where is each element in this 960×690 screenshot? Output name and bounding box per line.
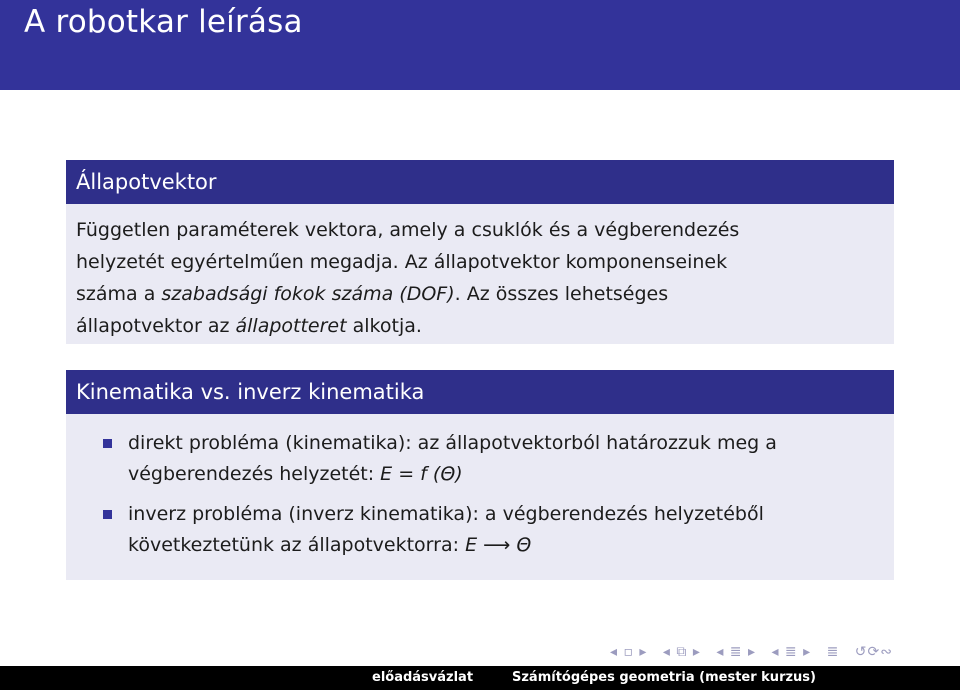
inverse-line-1: inverz probléma (inverz kinematika): a végberendezés helyzetéből — [128, 503, 764, 525]
section-nav-icon[interactable]: ◂ ≣ ▸ — [716, 644, 756, 660]
emphasis-state-space: állapotteret — [235, 315, 347, 337]
definition-line-4 — [76, 310, 884, 342]
text-span: száma a — [76, 283, 162, 305]
list-item-inverse — [66, 499, 894, 561]
subsection-nav-icon[interactable]: ◂ ≣ ▸ — [771, 644, 812, 660]
slide-title: A robotkar leírása — [24, 4, 303, 40]
text-span: következtetünk az állapotvektorra: — [128, 534, 466, 556]
formula-inverse: E ⟶ Θ — [465, 534, 532, 556]
footer-left-label: előadásvázlat — [372, 670, 474, 685]
kinematics-block-title: Kinematika vs. inverz kinematika — [66, 370, 894, 414]
definition-line-1: Független paraméterek vektora, amely a csuklók és a végberendezés — [76, 219, 740, 241]
emphasis-dof: szabadsági fokok száma (DOF) — [161, 283, 455, 305]
state-vector-block — [66, 160, 894, 344]
text-span: . Az összes lehetséges — [454, 283, 669, 305]
text-span: alkotja. — [346, 315, 422, 337]
navigation-bar — [610, 644, 903, 664]
footer-bar — [0, 666, 960, 690]
footer-right-label: Számítógépes geometria (mester kurzus) — [512, 670, 816, 685]
state-vector-block-body — [66, 204, 894, 342]
outline-icon[interactable]: ≣ — [826, 644, 840, 660]
direct-line-1: direkt probléma (kinematika): az állapotvektorból határozzuk meg a — [128, 432, 777, 454]
kinematics-block-body — [66, 414, 894, 561]
search-zoom-icon[interactable]: ↺⟳∾ — [854, 644, 893, 660]
bullet-icon — [103, 510, 112, 519]
list-item-direct — [66, 428, 894, 490]
direct-line-2 — [128, 459, 886, 490]
bullet-icon — [103, 439, 112, 448]
slide-nav-icon[interactable]: ◂ ⧉ ▸ — [662, 644, 701, 660]
inverse-line-2 — [128, 530, 886, 561]
frame-nav-icon[interactable]: ◂ ▫ ▸ — [610, 644, 648, 660]
slide-header — [0, 0, 960, 90]
text-span: végberendezés helyzetét: — [128, 463, 381, 485]
state-vector-block-title: Állapotvektor — [66, 160, 894, 204]
definition-line-3 — [76, 278, 884, 310]
kinematics-block — [66, 370, 894, 580]
text-span: állapotvektor az — [76, 315, 236, 337]
definition-line-2: helyzetét egyértelműen megadja. Az állapotvektor komponenseinek — [76, 251, 728, 273]
formula-direct: E = f (Θ) — [380, 463, 463, 485]
